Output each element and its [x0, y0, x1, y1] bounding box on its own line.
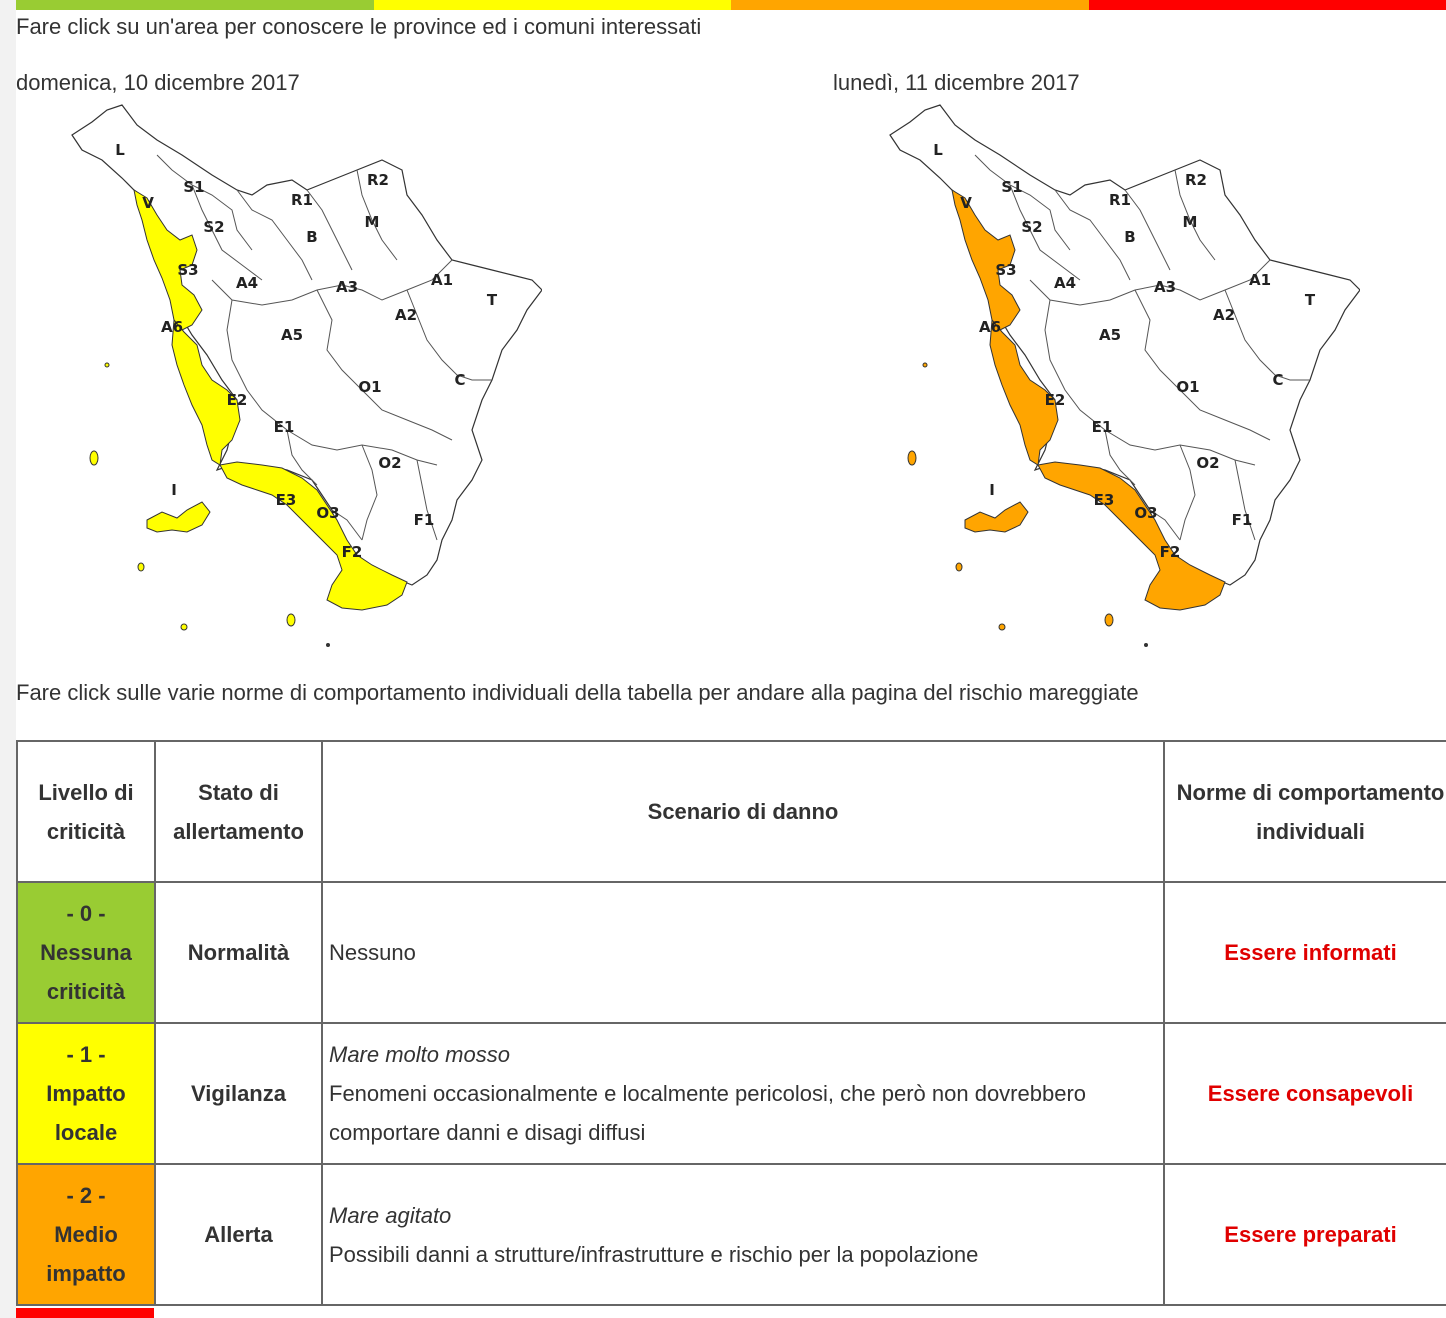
island-pianosa[interactable] — [138, 563, 144, 571]
level-name: Nessuna criticità — [40, 940, 132, 1004]
level-cell — [17, 1164, 155, 1305]
level-number: - 2 - — [66, 1183, 106, 1208]
zone-label-c: C — [454, 371, 466, 389]
zone-label-f2: F2 — [1159, 543, 1181, 561]
zone-label-a6: A6 — [978, 318, 1002, 336]
island-giglio[interactable] — [1105, 614, 1113, 626]
strip-green — [16, 0, 374, 10]
state-cell: Normalità — [155, 882, 322, 1023]
header-scenario: Scenario di danno — [322, 741, 1164, 882]
norm-link[interactable]: Essere consapevoli — [1207, 1081, 1414, 1106]
zone-label-v: V — [142, 194, 154, 212]
zone-label-m: M — [1182, 213, 1198, 231]
zone-label-a2: A2 — [394, 306, 418, 324]
level-cell — [17, 882, 155, 1023]
zone-label-e3: E3 — [1093, 491, 1115, 509]
island-gorgona[interactable] — [105, 363, 109, 367]
zone-label-t: T — [486, 291, 498, 309]
zone-label-s1: S1 — [1001, 178, 1023, 196]
zone-label-e1: E1 — [1091, 418, 1113, 436]
table-row — [17, 1023, 1446, 1164]
norm-cell — [1164, 1164, 1446, 1305]
zone-label-e2: E2 — [226, 391, 248, 409]
zone-label-o1: O1 — [358, 378, 382, 396]
island-capraia[interactable] — [90, 451, 98, 465]
island-elba[interactable] — [147, 502, 210, 532]
level-name: Impatto locale — [46, 1081, 126, 1145]
map-right[interactable] — [880, 100, 1360, 655]
scenario-text: Fenomeni occasionalmente e localmente pericolosi, che però non dovrebbero comportare danni e disagi diffusi — [329, 1081, 1087, 1145]
zone-label-b: B — [1124, 228, 1136, 246]
scenario-text: Possibili danni a strutture/infrastrutture e rischio per la popolazione — [329, 1241, 979, 1267]
zone-label-l: L — [933, 141, 943, 159]
alert-color-strip — [16, 0, 1446, 10]
zone-label-o3: O3 — [1134, 504, 1158, 522]
zone-label-a4: A4 — [235, 274, 259, 292]
island-montecristo[interactable] — [999, 624, 1005, 630]
zone-label-o3: O3 — [316, 504, 340, 522]
header-level: Livello di criticità — [17, 741, 155, 882]
table-row — [17, 1164, 1446, 1305]
table-note: Fare click sulle varie norme di comportamento individuali della tabella per andare alla pagina del rischio mareggiate — [16, 680, 1139, 705]
state-cell: Allerta — [155, 1164, 322, 1305]
level-cell — [17, 1023, 155, 1164]
zone-label-a4: A4 — [1053, 274, 1077, 292]
zone-label-s1: S1 — [183, 178, 205, 196]
zone-label-f2: F2 — [341, 543, 363, 561]
state-cell: Vigilanza — [155, 1023, 322, 1164]
zone-label-e2: E2 — [1044, 391, 1066, 409]
zone-label-a2: A2 — [1212, 306, 1236, 324]
zone-label-e3: E3 — [275, 491, 297, 509]
zone-label-r1: R1 — [1109, 191, 1131, 209]
scenario-text: Nessuno — [329, 940, 416, 965]
zone-label-s2: S2 — [203, 218, 225, 236]
scenario-cell — [322, 1164, 1164, 1305]
zone-label-a5: A5 — [1098, 326, 1122, 344]
strip-yellow — [374, 0, 732, 10]
strip-red — [1089, 0, 1446, 10]
strip-orange — [731, 0, 1089, 10]
zone-label-r2: R2 — [1185, 171, 1207, 189]
island-giglio[interactable] — [287, 614, 295, 626]
zone-label-l: L — [115, 141, 125, 159]
zone-label-o2: O2 — [1196, 454, 1220, 472]
zone-label-b: B — [306, 228, 318, 246]
alert-table — [16, 740, 1446, 1306]
zone-label-t: T — [1304, 291, 1316, 309]
zone-label-s2: S2 — [1021, 218, 1043, 236]
island-capraia[interactable] — [908, 451, 916, 465]
zone-label-a5: A5 — [280, 326, 304, 344]
zone-label-a3: A3 — [335, 278, 359, 296]
island-giannutri[interactable] — [326, 643, 330, 647]
scenario-title: Mare molto mosso — [329, 1042, 510, 1067]
zone-label-a1: A1 — [430, 271, 454, 289]
zone-label-f1: F1 — [413, 511, 435, 529]
zone-label-s3: S3 — [995, 261, 1017, 279]
map-left[interactable] — [62, 100, 542, 655]
scenario-cell — [322, 882, 1164, 1023]
zone-label-e1: E1 — [273, 418, 295, 436]
header-state: Stato di allertamento — [155, 741, 322, 882]
zone-label-f1: F1 — [1231, 511, 1253, 529]
norm-link[interactable]: Essere preparati — [1224, 1222, 1397, 1247]
header-norms: Norme di comportamento individuali — [1164, 741, 1446, 882]
zone-label-i: I — [989, 481, 995, 499]
table-header-row — [17, 741, 1446, 882]
zone-label-v: V — [960, 194, 972, 212]
zone-label-s3: S3 — [177, 261, 199, 279]
zone-label-a6: A6 — [160, 318, 184, 336]
level-number: - 1 - — [66, 1042, 106, 1067]
intro-text: Fare click su un'area per conoscere le province ed i comuni interessati — [16, 14, 702, 39]
zone-label-c: C — [1272, 371, 1284, 389]
island-elba[interactable] — [965, 502, 1028, 532]
norm-cell — [1164, 1023, 1446, 1164]
zone-label-r2: R2 — [367, 171, 389, 189]
island-pianosa[interactable] — [956, 563, 962, 571]
zone-label-a3: A3 — [1153, 278, 1177, 296]
zone-label-r1: R1 — [291, 191, 313, 209]
map-date-left: domenica, 10 dicembre 2017 — [16, 70, 300, 95]
scenario-title: Mare agitato — [329, 1202, 452, 1228]
island-giannutri[interactable] — [1144, 643, 1148, 647]
left-gutter — [0, 0, 16, 1318]
level-name: Medio impatto — [46, 1222, 126, 1286]
zone-label-a1: A1 — [1248, 271, 1272, 289]
level-number: - 0 - — [66, 901, 106, 926]
zone-label-i: I — [171, 481, 177, 499]
zone-label-m: M — [364, 213, 380, 231]
scenario-cell — [322, 1023, 1164, 1164]
zone-label-o2: O2 — [378, 454, 402, 472]
norm-link[interactable]: Essere informati — [1224, 940, 1397, 965]
zone-label-o1: O1 — [1176, 378, 1200, 396]
island-gorgona[interactable] — [923, 363, 927, 367]
map-date-right: lunedì, 11 dicembre 2017 — [833, 70, 1080, 95]
island-montecristo[interactable] — [181, 624, 187, 630]
table-row — [17, 882, 1446, 1023]
norm-cell — [1164, 882, 1446, 1023]
next-row-level-3-cell — [16, 1308, 154, 1318]
